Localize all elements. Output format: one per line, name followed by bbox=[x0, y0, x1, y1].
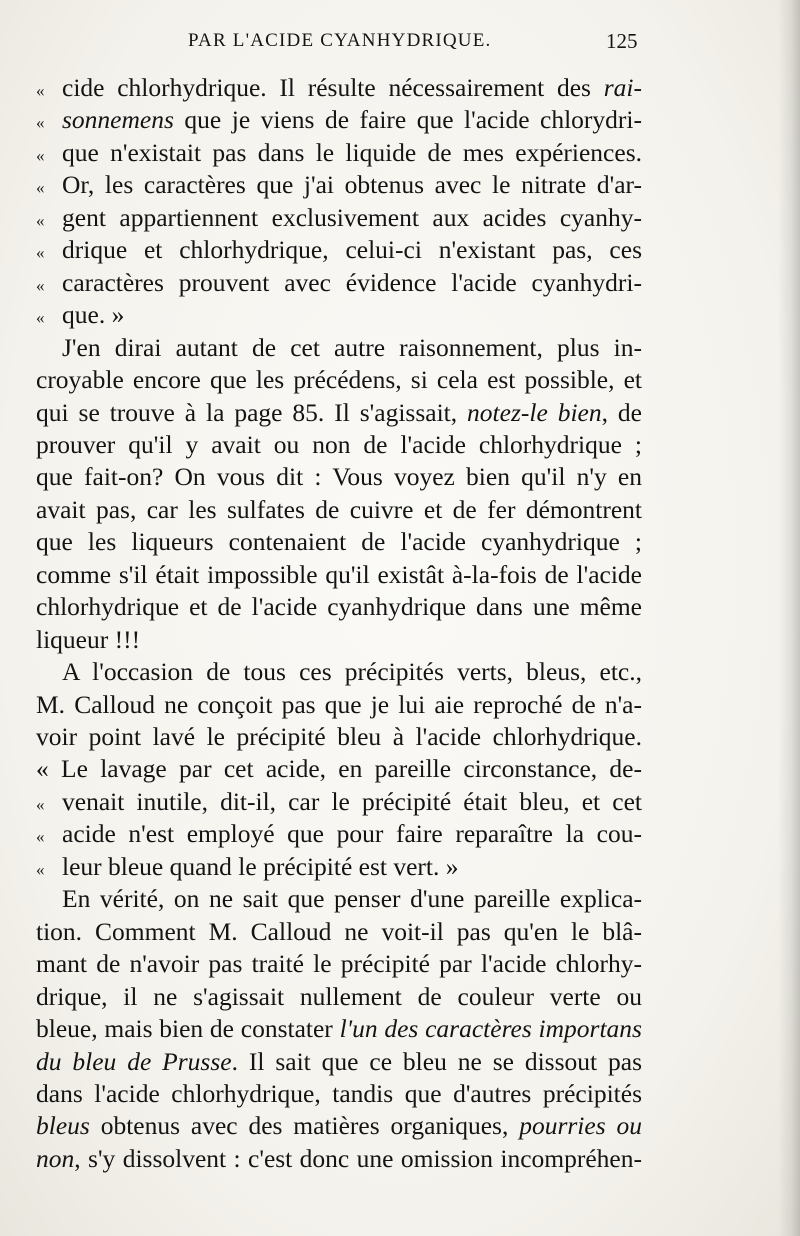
text-line bbox=[36, 1046, 642, 1078]
line-text: que je viens de faire que l'acide chlorydri- bbox=[173, 105, 642, 135]
line-text: drique et chlorhydrique, celui-ci n'existant pas, ces bbox=[62, 235, 642, 265]
line-text: comme s'il était impossible qu'il existât à-la-fois de l'acide bbox=[36, 559, 642, 589]
page-number: 125 bbox=[606, 29, 638, 53]
text-line bbox=[62, 332, 642, 364]
text-line bbox=[36, 559, 642, 591]
text-line bbox=[36, 689, 642, 721]
text-line bbox=[36, 1078, 642, 1110]
text-line bbox=[36, 624, 642, 656]
italic-text: bleus bbox=[36, 1111, 90, 1141]
quote-mark: « bbox=[36, 145, 45, 165]
text-line bbox=[36, 397, 642, 429]
text-line bbox=[36, 526, 642, 558]
text-line bbox=[62, 202, 642, 234]
italic-text: sonnemens bbox=[62, 105, 174, 135]
line-text: , de bbox=[601, 397, 642, 427]
italic-text: l'un des caractères importans bbox=[339, 1014, 642, 1044]
quote-mark: « bbox=[36, 308, 45, 328]
text-line bbox=[36, 721, 642, 753]
quote-mark: « bbox=[36, 178, 45, 198]
text-line bbox=[36, 1143, 642, 1175]
text-line bbox=[36, 429, 642, 461]
text-line bbox=[62, 137, 642, 169]
quote-mark: « bbox=[36, 210, 45, 230]
line-text: mant de n'avoir pas traité le précipité par l'acide chlorhy- bbox=[36, 949, 642, 979]
italic-text: du bleu de Prusse bbox=[36, 1046, 232, 1076]
line-text: liqueur !!! bbox=[36, 624, 141, 654]
line-text: croyable encore que les précédens, si cela est possible, et bbox=[36, 365, 642, 395]
text-line bbox=[62, 267, 642, 299]
text-line bbox=[62, 72, 642, 104]
text-line bbox=[36, 753, 642, 785]
line-text: . Il sait que ce bleu ne se dissout pas bbox=[231, 1046, 642, 1076]
text-line bbox=[62, 104, 642, 136]
italic-text: non bbox=[36, 1143, 75, 1173]
text-line bbox=[36, 494, 642, 526]
line-text: leur bleue quand le précipité est vert. » bbox=[62, 851, 459, 881]
line-text: que n'existait pas dans le liquide de mes expériences. bbox=[62, 137, 642, 167]
quote-mark: « bbox=[36, 827, 45, 847]
line-text: que. » bbox=[62, 300, 125, 330]
line-text: « Le lavage par cet acide, en pareille circonstance, de- bbox=[36, 754, 642, 784]
text-line bbox=[36, 364, 642, 396]
running-head-title: PAR L'ACIDE CYANHYDRIQUE. bbox=[188, 30, 492, 51]
quote-mark: « bbox=[36, 81, 45, 100]
line-text: que fait-on? On vous dit : Vous voyez bien qu'il n'y en bbox=[36, 462, 642, 492]
line-text: A l'occasion de tous ces précipités verts, bleus, etc., bbox=[62, 657, 642, 687]
line-text: J'en dirai autant de cet autre raisonnement, plus in- bbox=[62, 332, 642, 362]
text-line bbox=[36, 981, 642, 1013]
text-line bbox=[36, 591, 642, 623]
line-text: obtenus avec des matières organiques, bbox=[89, 1111, 520, 1141]
line-text: avait pas, car les sulfates de cuivre et de fer démontrent bbox=[36, 494, 642, 524]
line-text: Or, les caractères que j'ai obtenus avec le nitrate d'ar- bbox=[62, 170, 642, 200]
line-text: venait inutile, dit-il, car le précipité était bleu, et cet bbox=[62, 786, 642, 816]
line-text: chlorhydrique et de l'acide cyanhydrique dans une même bbox=[36, 592, 642, 622]
line-text: caractères prouvent avec évidence l'acide cyanhydri- bbox=[62, 267, 642, 297]
italic-text: rai- bbox=[603, 73, 642, 102]
quote-mark: « bbox=[36, 275, 45, 295]
text-line bbox=[62, 299, 642, 331]
text-line bbox=[62, 851, 642, 883]
text-line bbox=[62, 234, 642, 266]
line-text: cide chlorhydrique. Il résulte nécessairement des bbox=[62, 73, 604, 102]
line-text: qui se trouve à la page 85. Il s'agissait, bbox=[36, 397, 468, 427]
line-text: tion. Comment M. Calloud ne voit-il pas qu'en le blâ- bbox=[36, 916, 642, 946]
line-text: , s'y dissolvent : c'est donc une omission incompréhen- bbox=[74, 1143, 642, 1173]
line-text: M. Calloud ne conçoit pas que je lui aie reproché de n'a- bbox=[36, 689, 642, 719]
quote-mark: « bbox=[36, 859, 45, 879]
text-line bbox=[62, 818, 642, 850]
line-text: En vérité, on ne sait que penser d'une pareille explica- bbox=[62, 884, 642, 914]
text-line bbox=[62, 169, 642, 201]
line-text: prouver qu'il y avait ou non de l'acide chlorhydrique ; bbox=[36, 429, 642, 459]
text-line bbox=[36, 461, 642, 493]
italic-text: pourries ou bbox=[519, 1111, 642, 1141]
line-text: bleue, mais bien de constater bbox=[36, 1014, 340, 1044]
text-line bbox=[36, 948, 642, 980]
italic-text: notez-le bien bbox=[467, 397, 602, 427]
line-text: voir point lavé le précipité bleu à l'acide chlorhydrique. bbox=[36, 722, 642, 751]
quote-mark: « bbox=[36, 794, 45, 814]
text-line bbox=[36, 1013, 642, 1045]
line-text: dans l'acide chlorhydrique, tandis que d'autres précipités bbox=[36, 1078, 642, 1108]
line-text: acide n'est employé que pour faire reparaître la cou- bbox=[62, 819, 642, 849]
line-text: que les liqueurs contenaient de l'acide cyanhydrique ; bbox=[36, 527, 642, 557]
quote-mark: « bbox=[36, 113, 45, 133]
quote-mark: « bbox=[36, 243, 45, 263]
text-line bbox=[36, 916, 642, 948]
text-line bbox=[62, 786, 642, 818]
text-line bbox=[36, 1110, 642, 1142]
line-text: drique, il ne s'agissait nullement de couleur verte ou bbox=[36, 981, 642, 1011]
text-line bbox=[62, 656, 642, 688]
text-line bbox=[62, 883, 642, 915]
line-text: gent appartiennent exclusivement aux acides cyanhy- bbox=[62, 202, 642, 232]
